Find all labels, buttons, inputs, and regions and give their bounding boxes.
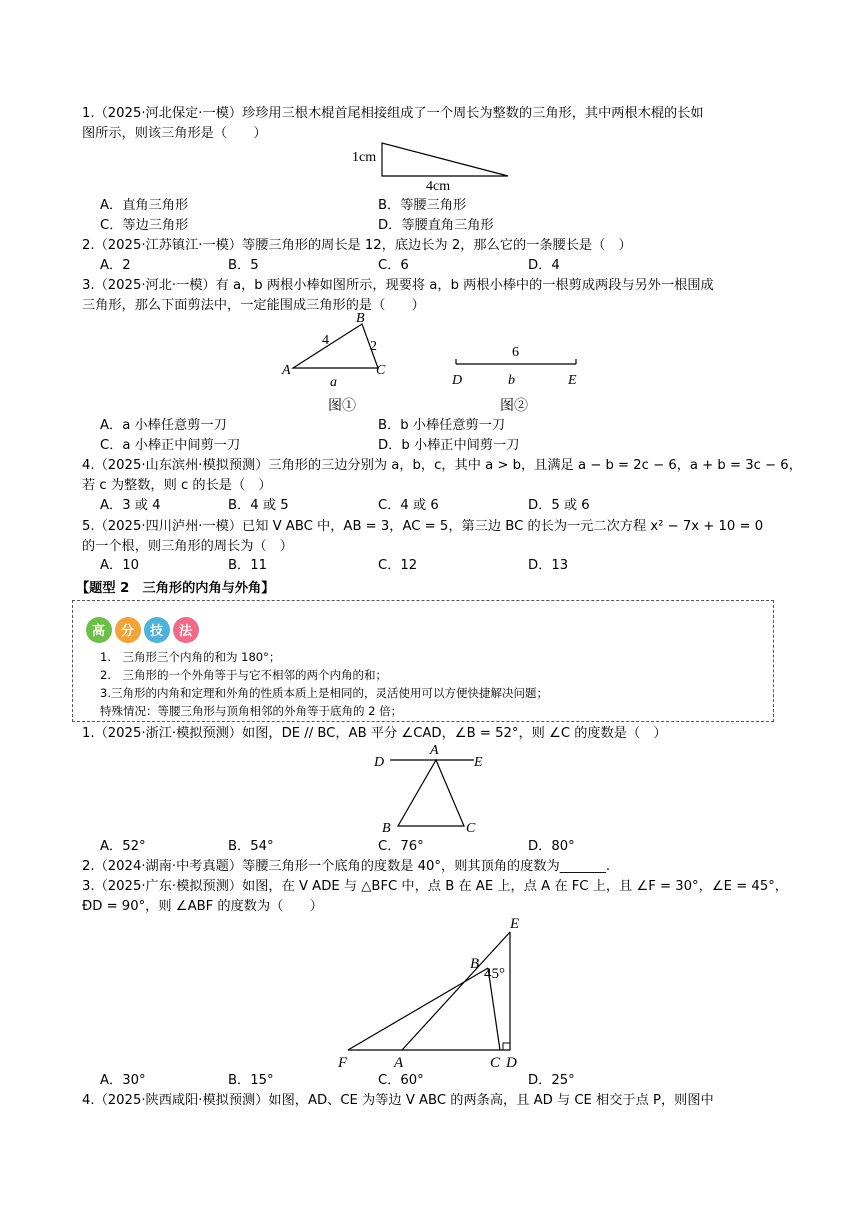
q3-side-bc: 2 — [370, 339, 377, 354]
q3-option-a[interactable]: A．a 小棒任意剪一刀 — [100, 418, 227, 433]
q3-side-ac: a — [330, 375, 337, 390]
q3-caption-2: 图② — [500, 399, 528, 414]
s2q1-figure — [368, 740, 488, 836]
s2q3-option-c[interactable]: C．60° — [378, 1073, 424, 1088]
q1-side-short-label: 1cm — [352, 150, 377, 165]
q3-option-b[interactable]: B．b 小棒任意剪一刀 — [378, 418, 506, 433]
badge-char-2: 分 — [121, 624, 135, 639]
s2q3-point-b: B — [470, 956, 480, 972]
s2q1-option-d[interactable]: D．80° — [528, 839, 575, 854]
tip-3: 3.三角形的内角和定理和外角的性质本质上是相同的，灵活使用可以方便快捷解决问题； — [100, 686, 548, 700]
s2q1-option-b[interactable]: B．54° — [228, 839, 274, 854]
s2q1-point-b: B — [382, 821, 391, 836]
s2q3-point-c: C — [490, 1055, 501, 1071]
s2q3-point-d: D — [506, 1055, 517, 1071]
s2q3-option-a[interactable]: A．30° — [100, 1073, 146, 1088]
q3-option-c[interactable]: C．a 小棒正中间剪一刀 — [100, 438, 241, 453]
q5-option-d[interactable]: D．13 — [528, 558, 569, 573]
q4-option-d[interactable]: D．5 或 6 — [528, 498, 590, 513]
s2q3-figure — [330, 912, 530, 1072]
s2q1-stem: 1.（2025·浙江·模拟预测）如图，DE // BC，AB 平分 ∠CAD，∠B = 52°，则 ∠C 的度数是（ ） — [82, 726, 667, 741]
q4-stem-line1: 4.（2025·山东滨州·模拟预测）三角形的三边分别为 a，b，c，其中 a > b，且满足 a − b = 2c − 6，a + b = 3c − 6， — [82, 458, 802, 473]
s2q3-stem-line2: ÐD = 90°，则 ∠ABF 的度数为（ ） — [82, 899, 323, 914]
q2-option-b[interactable]: B．5 — [228, 258, 259, 273]
q3-point-e: E — [568, 373, 577, 388]
q3-side-ab: 4 — [322, 333, 329, 348]
q1-option-d[interactable]: D．等腰直角三角形 — [378, 218, 494, 233]
q1-stem-line2: 图所示，则该三角形是（ ） — [82, 126, 267, 141]
q3-label-b: b — [508, 373, 515, 388]
s2q3-angle-label: 45° — [484, 966, 505, 982]
q5-option-b[interactable]: B．11 — [228, 558, 268, 573]
q2-option-a[interactable]: A．2 — [100, 258, 131, 273]
q5-stem-line1: 5.（2025·四川泸州·一模）已知 V ABC 中，AB = 3，AC = 5，第三边 BC 的长为一元二次方程 x² − 7x + 10 = 0 — [82, 519, 764, 534]
q3-stem-line2: 三角形，那么下面剪法中，一定能围成三角形的是（ ） — [82, 298, 425, 313]
tip-1: 1. 三角形三个内角的和为 180°； — [100, 650, 281, 664]
q5-option-c[interactable]: C．12 — [378, 558, 418, 573]
section2-title: 【题型 2 三角形的内角与外角】 — [76, 581, 275, 596]
q4-option-b[interactable]: B．4 或 5 — [228, 498, 289, 513]
q3-point-c: C — [376, 363, 386, 378]
s2q2-stem: 2.（2024·湖南·中考真题）等腰三角形一个底角的度数是 40°，则其顶角的度数为_______. — [82, 859, 611, 874]
badge-char-4: 法 — [179, 624, 193, 639]
q1-option-a[interactable]: A．直角三角形 — [100, 198, 189, 213]
q3-option-d[interactable]: D．b 小棒正中间剪一刀 — [378, 438, 520, 453]
q2-stem: 2.（2025·江苏镇江·一模）等腰三角形的周长是 12，底边长为 2，那么它的一条腰长是（ ） — [82, 238, 632, 253]
q5-stem-line2: 的一个根，则三角形的周长为（ ） — [82, 539, 293, 554]
q3-point-b: B — [356, 311, 365, 326]
s2q1-option-c[interactable]: C．76° — [378, 839, 424, 854]
q1-side-long-label: 4cm — [426, 179, 451, 194]
q3-point-a: A — [282, 363, 291, 378]
q3-point-d: D — [452, 373, 463, 388]
q1-stem-line1: 1.（2025·河北保定·一模）珍珍用三根木棍首尾相接组成了一个周长为整数的三角形，其中两根木棍的长如 — [82, 106, 704, 121]
tip-4: 特殊情况：等腰三角形与顶角相邻的外角等于底角的 2 倍； — [100, 704, 403, 718]
tips-badge — [84, 612, 214, 646]
s2q3-option-b[interactable]: B．15° — [228, 1073, 274, 1088]
q3-figures — [278, 310, 598, 416]
s2q3-stem-line1: 3.（2025·广东·模拟预测）如图，在 V ADE 与 △BFC 中，点 B 在 AE 上，点 A 在 FC 上，且 ∠F = 30°，∠E = 45°， — [82, 879, 788, 894]
badge-char-1: 高 — [92, 624, 106, 639]
q4-stem-line2: 若 c 为整数，则 c 的长是（ ） — [82, 478, 272, 493]
s2q1-point-d: D — [374, 755, 385, 770]
q3-stem-line1: 3.（2025·河北·一模）有 a，b 两根小棒如图所示，现要将 a，b 两根小棒中的一根剪成两段与另外一根围成 — [82, 278, 714, 293]
q2-option-d[interactable]: D．4 — [528, 258, 560, 273]
q3-caption-1: 图① — [328, 399, 356, 414]
q5-option-a[interactable]: A．10 — [100, 558, 139, 573]
s2q1-option-a[interactable]: A．52° — [100, 839, 146, 854]
q1-option-c[interactable]: C．等边三角形 — [100, 218, 189, 233]
s2q1-point-e: E — [474, 755, 483, 770]
q1-option-b[interactable]: B．等腰三角形 — [378, 198, 467, 213]
s2q3-option-d[interactable]: D．25° — [528, 1073, 575, 1088]
q4-option-c[interactable]: C．4 或 6 — [378, 498, 439, 513]
s2q1-point-a: A — [430, 743, 439, 758]
badge-char-3: 技 — [150, 624, 164, 639]
s2q4-stem: 4.（2025·陕西咸阳·模拟预测）如图，AD、CE 为等边 V ABC 的两条高，且 AD 与 CE 相交于点 P，则图中 — [82, 1093, 714, 1108]
q3-length-6: 6 — [512, 345, 519, 360]
s2q3-point-a: A — [394, 1055, 404, 1071]
q1-figure — [340, 140, 520, 196]
s2q1-point-c: C — [466, 821, 476, 836]
q4-option-a[interactable]: A．3 或 4 — [100, 498, 161, 513]
q2-option-c[interactable]: C．6 — [378, 258, 409, 273]
s2q3-point-f: F — [338, 1055, 348, 1071]
s2q3-point-e: E — [510, 916, 520, 932]
tip-2: 2. 三角形的一个外角等于与它不相邻的两个内角的和； — [100, 668, 387, 682]
